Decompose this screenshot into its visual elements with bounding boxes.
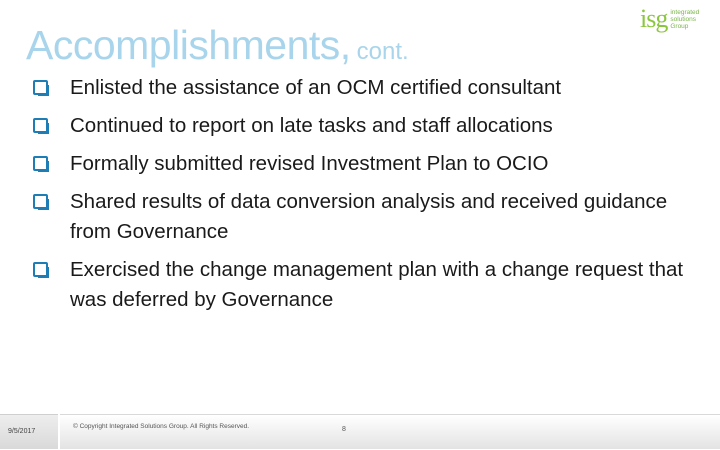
footer-date-box xyxy=(0,414,58,449)
bullet-item xyxy=(33,73,693,103)
footer-bar xyxy=(60,414,720,449)
checkbox-bullet-icon xyxy=(33,194,48,209)
logo-line-3: Group xyxy=(670,23,689,30)
footer-date: 9/5/2017 xyxy=(8,428,36,435)
bullet-text: Exercised the change management plan with a change request that was deferred by Governance xyxy=(70,258,684,311)
footer-copyright: © Copyright Integrated Solutions Group. All Rights Reserved. xyxy=(73,423,250,430)
checkbox-bullet-icon xyxy=(33,80,48,95)
bullet-text: Enlisted the assistance of an OCM certified consultant xyxy=(70,76,562,99)
isg-logo xyxy=(640,6,699,32)
checkbox-bullet-icon xyxy=(33,118,48,133)
bullet-item xyxy=(33,111,693,141)
bullet-item xyxy=(33,187,693,247)
bullet-item xyxy=(33,149,693,179)
logo-line-1: integrated xyxy=(670,9,700,16)
slide-footer xyxy=(0,414,720,450)
bullet-text: Continued to report on late tasks and staff allocations xyxy=(70,114,553,137)
title-main-text: Accomplishments, xyxy=(26,22,351,68)
checkbox-bullet-icon xyxy=(33,262,48,277)
logo-line-2: solutions xyxy=(670,16,696,23)
bullet-text: Shared results of data conversion analysis and received guidance from Governance xyxy=(70,190,668,243)
bullet-text: Formally submitted revised Investment Plan to OCIO xyxy=(70,152,549,175)
checkbox-bullet-icon xyxy=(33,156,48,171)
slide-title xyxy=(26,22,409,69)
logo-mark: isg xyxy=(640,4,668,33)
logo-text xyxy=(670,9,699,30)
footer-page-number: 8 xyxy=(342,426,346,433)
title-suffix-text: cont. xyxy=(356,38,409,65)
bullet-list xyxy=(33,73,693,315)
bullet-item xyxy=(33,255,693,315)
